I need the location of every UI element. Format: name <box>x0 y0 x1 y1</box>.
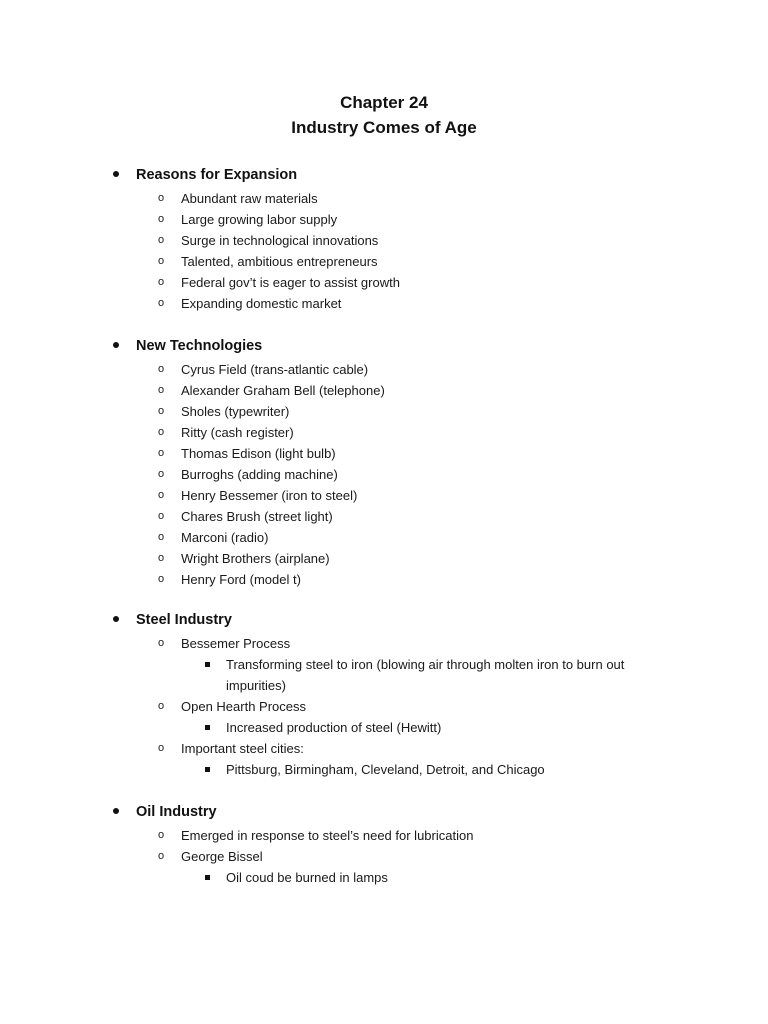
section-heading-row <box>0 163 768 188</box>
item-list <box>0 359 768 590</box>
list-item-text: Expanding domestic market <box>181 296 342 311</box>
list-item <box>0 272 768 293</box>
section-heading: Reasons for Expansion <box>136 167 298 183</box>
list-item <box>0 825 768 846</box>
list-item <box>0 506 768 527</box>
outline-section <box>0 800 768 888</box>
list-item-text: Alexander Graham Bell (telephone) <box>181 383 385 398</box>
sub-list-item-text: Transforming steel to iron (blowing air through molten iron to burn out impurities) <box>226 657 625 693</box>
list-item <box>0 633 768 654</box>
list-item-text: Henry Ford (model t) <box>181 572 301 587</box>
sub-list-item <box>0 759 768 780</box>
list-item <box>0 464 768 485</box>
bullet-circle-icon: o <box>158 531 165 543</box>
item-list <box>0 633 768 780</box>
list-item-text: Open Hearth Process <box>181 699 307 714</box>
bullet-circle-icon: o <box>158 742 165 754</box>
list-item <box>0 443 768 464</box>
bullet-circle-icon: o <box>158 426 165 438</box>
list-item-text: Large growing labor supply <box>181 212 338 227</box>
list-item <box>0 548 768 569</box>
bullet-circle-icon: o <box>158 297 165 309</box>
bullet-square-icon <box>205 725 210 730</box>
bullet-circle-icon: o <box>158 850 165 862</box>
list-item-text: Bessemer Process <box>181 636 291 651</box>
list-item-text: Thomas Edison (light bulb) <box>181 446 336 461</box>
list-item-text: Surge in technological innovations <box>181 233 379 248</box>
section-heading: New Technologies <box>136 338 263 354</box>
bullet-circle-icon: o <box>158 468 165 480</box>
sub-list-item <box>0 867 768 888</box>
bullet-circle-icon: o <box>158 447 165 459</box>
bullet-circle-icon: o <box>158 489 165 501</box>
bullet-circle-icon: o <box>158 637 165 649</box>
bullet-circle-icon: o <box>158 255 165 267</box>
sub-list-item-text: Pittsburg, Birmingham, Cleveland, Detroit, and Chicago <box>226 762 545 777</box>
list-item <box>0 188 768 209</box>
bullet-circle-icon: o <box>158 829 165 841</box>
bullet-circle-icon: o <box>158 234 165 246</box>
outline-section <box>0 608 768 780</box>
bullet-square-icon <box>205 875 210 880</box>
list-item <box>0 401 768 422</box>
sub-list-item-text: Increased production of steel (Hewitt) <box>226 720 442 735</box>
bullet-circle-icon: o <box>158 510 165 522</box>
section-heading: Oil Industry <box>136 804 217 820</box>
list-item <box>0 293 768 314</box>
list-item-text: Cyrus Field (trans-atlantic cable) <box>181 362 369 377</box>
item-list <box>0 188 768 314</box>
list-item-text: Sholes (typewriter) <box>181 404 290 419</box>
bullet-circle-icon: o <box>158 276 165 288</box>
list-item-text: Marconi (radio) <box>181 530 269 545</box>
list-item-text: Chares Brush (street light) <box>181 509 333 524</box>
item-list <box>0 825 768 888</box>
bullet-circle-icon: o <box>158 573 165 585</box>
chapter-title: Chapter 24 <box>340 93 428 112</box>
sub-list-item <box>0 654 768 696</box>
list-item-text: Burroghs (adding machine) <box>181 467 338 482</box>
list-item <box>0 569 768 590</box>
sub-list-item <box>0 717 768 738</box>
list-item <box>0 696 768 717</box>
section-heading-row <box>0 608 768 633</box>
outline <box>0 163 768 908</box>
list-item <box>0 846 768 867</box>
chapter-subtitle: Industry Comes of Age <box>291 118 477 137</box>
outline-section <box>0 334 768 590</box>
section-heading: Steel Industry <box>136 612 232 628</box>
bullet-circle-icon: o <box>158 384 165 396</box>
bullet-disc-icon <box>113 616 119 622</box>
list-item <box>0 359 768 380</box>
list-item <box>0 527 768 548</box>
bullet-circle-icon: o <box>158 700 165 712</box>
bullet-circle-icon: o <box>158 363 165 375</box>
bullet-disc-icon <box>113 808 119 814</box>
bullet-circle-icon: o <box>158 213 165 225</box>
bullet-disc-icon <box>113 171 119 177</box>
list-item-text: Ritty (cash register) <box>181 425 294 440</box>
bullet-disc-icon <box>113 342 119 348</box>
list-item-text: Wright Brothers (airplane) <box>181 551 330 566</box>
list-item-text: Important steel cities: <box>181 741 304 756</box>
sub-list-item-text: Oil coud be burned in lamps <box>226 870 388 885</box>
list-item <box>0 380 768 401</box>
list-item <box>0 485 768 506</box>
section-heading-row <box>0 800 768 825</box>
list-item-text: George Bissel <box>181 849 263 864</box>
section-heading-row <box>0 334 768 359</box>
bullet-circle-icon: o <box>158 552 165 564</box>
list-item <box>0 230 768 251</box>
list-item <box>0 738 768 759</box>
list-item-text: Federal gov’t is eager to assist growth <box>181 275 400 290</box>
list-item <box>0 209 768 230</box>
bullet-circle-icon: o <box>158 405 165 417</box>
list-item-text: Henry Bessemer (iron to steel) <box>181 488 358 503</box>
bullet-square-icon <box>205 662 210 667</box>
outline-section <box>0 163 768 314</box>
list-item-text: Talented, ambitious entrepreneurs <box>181 254 378 269</box>
list-item-text: Emerged in response to steel’s need for lubrication <box>181 828 474 843</box>
list-item <box>0 422 768 443</box>
bullet-square-icon <box>205 767 210 772</box>
bullet-circle-icon: o <box>158 192 165 204</box>
title-block <box>0 90 768 140</box>
list-item-text: Abundant raw materials <box>181 191 318 206</box>
list-item <box>0 251 768 272</box>
